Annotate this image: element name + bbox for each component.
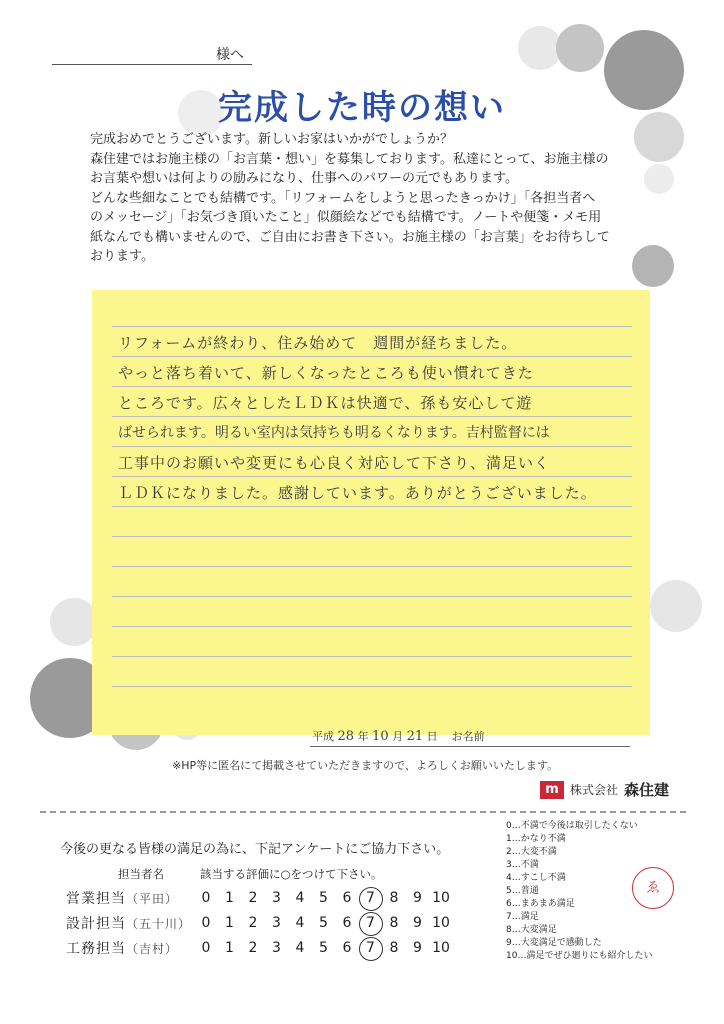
handwritten-line: ＬＤＫになりました。感謝しています。ありがとうございました。 xyxy=(118,484,597,502)
decor-circle xyxy=(556,24,604,72)
scale-item: 9…大変満足で感動した xyxy=(506,938,602,948)
intro-line: のメッセージ」「お気づき頂いたこと」似顔絵などでも結構です。ノートや便箋・メモ用 xyxy=(90,210,602,225)
scale-item: 2…大変不満 xyxy=(506,847,557,857)
col-rating-header: 該当する評価に○をつけて下さい。 xyxy=(200,867,383,881)
intro-line: どんな些細なことでも結構です。「リフォームをしようと思ったきっかけ」「各担当者へ xyxy=(90,190,596,206)
ruled-line xyxy=(112,326,632,327)
rating-option[interactable]: 10 xyxy=(432,940,450,956)
name-label: お名前 xyxy=(451,730,485,743)
ruled-line xyxy=(112,506,632,507)
ruled-line xyxy=(112,536,632,537)
ruled-line xyxy=(112,416,632,417)
scale-item: 5…普通 xyxy=(506,886,539,896)
row-role: 工務担当 xyxy=(66,941,126,957)
scale-item: 1…かなり不満 xyxy=(506,834,566,844)
intro-line: 森住建ではお施主様の「お言葉・想い」を募集しております。私達にとって、お施主様の xyxy=(90,151,609,167)
rating-option[interactable]: 8 xyxy=(389,890,399,906)
rating-option[interactable]: 6 xyxy=(342,940,352,956)
rating-selected-circle xyxy=(359,937,383,961)
rating-selected-circle xyxy=(359,912,383,936)
date-month-unit: 月 xyxy=(392,730,404,743)
survey-heading: 今後の更なる皆様の満足の為に、下記アンケートにご協力下さい。 xyxy=(60,842,450,857)
rating-option[interactable]: 2 xyxy=(248,940,258,956)
row-staff-name: （吉村） xyxy=(126,942,179,956)
company-logo: m xyxy=(540,781,564,799)
rating-option[interactable]: 1 xyxy=(225,940,234,956)
decor-circle xyxy=(650,580,702,632)
rating-option[interactable]: 3 xyxy=(272,915,281,931)
ruled-line xyxy=(112,626,632,627)
scale-item: 3…不満 xyxy=(506,860,539,870)
rating-option[interactable]: 0 xyxy=(201,915,211,931)
rating-option[interactable]: 7 xyxy=(366,890,375,906)
survey-row-label xyxy=(66,938,178,958)
ruled-line xyxy=(112,566,632,567)
rating-option[interactable]: 0 xyxy=(201,890,211,906)
rating-option[interactable]: 8 xyxy=(389,940,399,956)
company-prefix: 株式会社 xyxy=(570,783,619,797)
rating-option[interactable]: 7 xyxy=(366,915,375,931)
rating-option[interactable]: 2 xyxy=(248,915,258,931)
addressee-line xyxy=(52,44,252,65)
rating-option[interactable]: 6 xyxy=(342,915,352,931)
ruled-line xyxy=(112,356,632,357)
decor-circle xyxy=(632,245,674,287)
hanko-stamp: ゑ xyxy=(632,867,674,909)
rating-option[interactable]: 1 xyxy=(225,890,234,906)
rating-selected-circle xyxy=(359,887,383,911)
rating-option[interactable]: 4 xyxy=(295,915,305,931)
rating-option[interactable]: 5 xyxy=(319,940,328,956)
handwritten-line: やっと落ち着いて、新しくなったところも使い慣れてきた xyxy=(118,364,534,382)
date-year-unit: 年 xyxy=(357,730,369,743)
survey-row-label xyxy=(66,888,178,908)
ruled-line xyxy=(112,686,632,687)
scale-item: 7…満足 xyxy=(506,912,539,922)
rating-option[interactable]: 9 xyxy=(413,940,422,956)
rating-option[interactable]: 9 xyxy=(413,890,422,906)
handwritten-line: ばせられます。明るい室内は気持ちも明るくなります。吉村監督には xyxy=(118,425,550,441)
ruled-line xyxy=(112,656,632,657)
row-staff-name: （平田） xyxy=(126,892,179,906)
row-staff-name: （五十川） xyxy=(126,917,192,931)
date-year: 28 xyxy=(337,729,355,744)
handwritten-line: リフォームが終わり、住み始めて 週間が経ちました。 xyxy=(118,334,518,352)
rating-option[interactable]: 5 xyxy=(319,915,328,931)
scale-item: 8…大変満足 xyxy=(506,925,557,935)
date-day: 21 xyxy=(406,729,424,744)
handwritten-line: 工事中のお願いや変更にも心良く対応して下さり、満足いく xyxy=(118,454,551,472)
intro-line: 完成おめでとうございます。新しいお家はいかがでしょうか？ xyxy=(90,132,453,147)
ruled-line xyxy=(112,386,632,387)
rating-option[interactable]: 10 xyxy=(432,890,450,906)
intro-text xyxy=(90,130,630,267)
rating-option[interactable]: 8 xyxy=(389,915,399,931)
rating-option[interactable]: 9 xyxy=(413,915,422,931)
date-underline xyxy=(310,746,630,747)
date-era: 平成 xyxy=(312,730,334,743)
page-title: 完成した時の想い xyxy=(218,88,506,128)
rating-option[interactable]: 0 xyxy=(201,940,211,956)
rating-scale-legend xyxy=(506,820,652,963)
company-name: 森住建 xyxy=(624,781,670,799)
intro-line: 紙なんでも構いませんので、ご自由にお書き下さい。お施主様の「お言葉」をお待ちして xyxy=(90,229,610,245)
cut-line xyxy=(40,811,686,813)
disclaimer: ※HP等に匿名にて掲載させていただきますので、よろしくお願いいたします。 xyxy=(172,759,559,772)
rating-option[interactable]: 3 xyxy=(272,890,281,906)
ruled-line xyxy=(112,476,632,477)
decor-circle xyxy=(644,164,674,194)
date-line xyxy=(312,728,485,744)
rating-option[interactable]: 4 xyxy=(295,940,305,956)
date-month: 10 xyxy=(372,729,389,744)
rating-option[interactable]: 3 xyxy=(272,940,281,956)
scale-item: 6…まあまあ満足 xyxy=(506,899,575,909)
handwritten-line: ところです。広々としたＬＤＫは快適で、孫も安心して遊 xyxy=(118,394,533,412)
company-signature xyxy=(540,779,669,800)
rating-option[interactable]: 5 xyxy=(319,890,328,906)
row-role: 設計担当 xyxy=(66,916,126,932)
survey-row-label xyxy=(66,913,191,933)
decor-circle xyxy=(50,598,98,646)
addressee-suffix: 様へ xyxy=(216,47,244,63)
rating-option[interactable]: 6 xyxy=(342,890,352,906)
rating-option[interactable]: 1 xyxy=(225,915,234,931)
ruled-line xyxy=(112,596,632,597)
rating-option[interactable]: 7 xyxy=(366,940,375,956)
scale-item: 10…満足でぜひ廻りにも紹介したい xyxy=(506,951,653,961)
col-staff-header: 担当者名 xyxy=(118,867,164,881)
row-role: 営業担当 xyxy=(66,891,126,907)
ruled-line xyxy=(112,446,632,447)
rating-option[interactable]: 2 xyxy=(248,890,258,906)
scale-item: 0…不満で今後は取引したくない xyxy=(506,821,638,831)
rating-option[interactable]: 10 xyxy=(432,915,450,931)
intro-line: お言葉や想いは何よりの励みになり、仕事へのパワーの元でもあります。 xyxy=(90,171,518,186)
date-day-unit: 日 xyxy=(426,730,438,743)
intro-line: おります。 xyxy=(90,249,154,264)
rating-option[interactable]: 4 xyxy=(295,890,305,906)
scale-item: 4…すこし不満 xyxy=(506,873,566,883)
